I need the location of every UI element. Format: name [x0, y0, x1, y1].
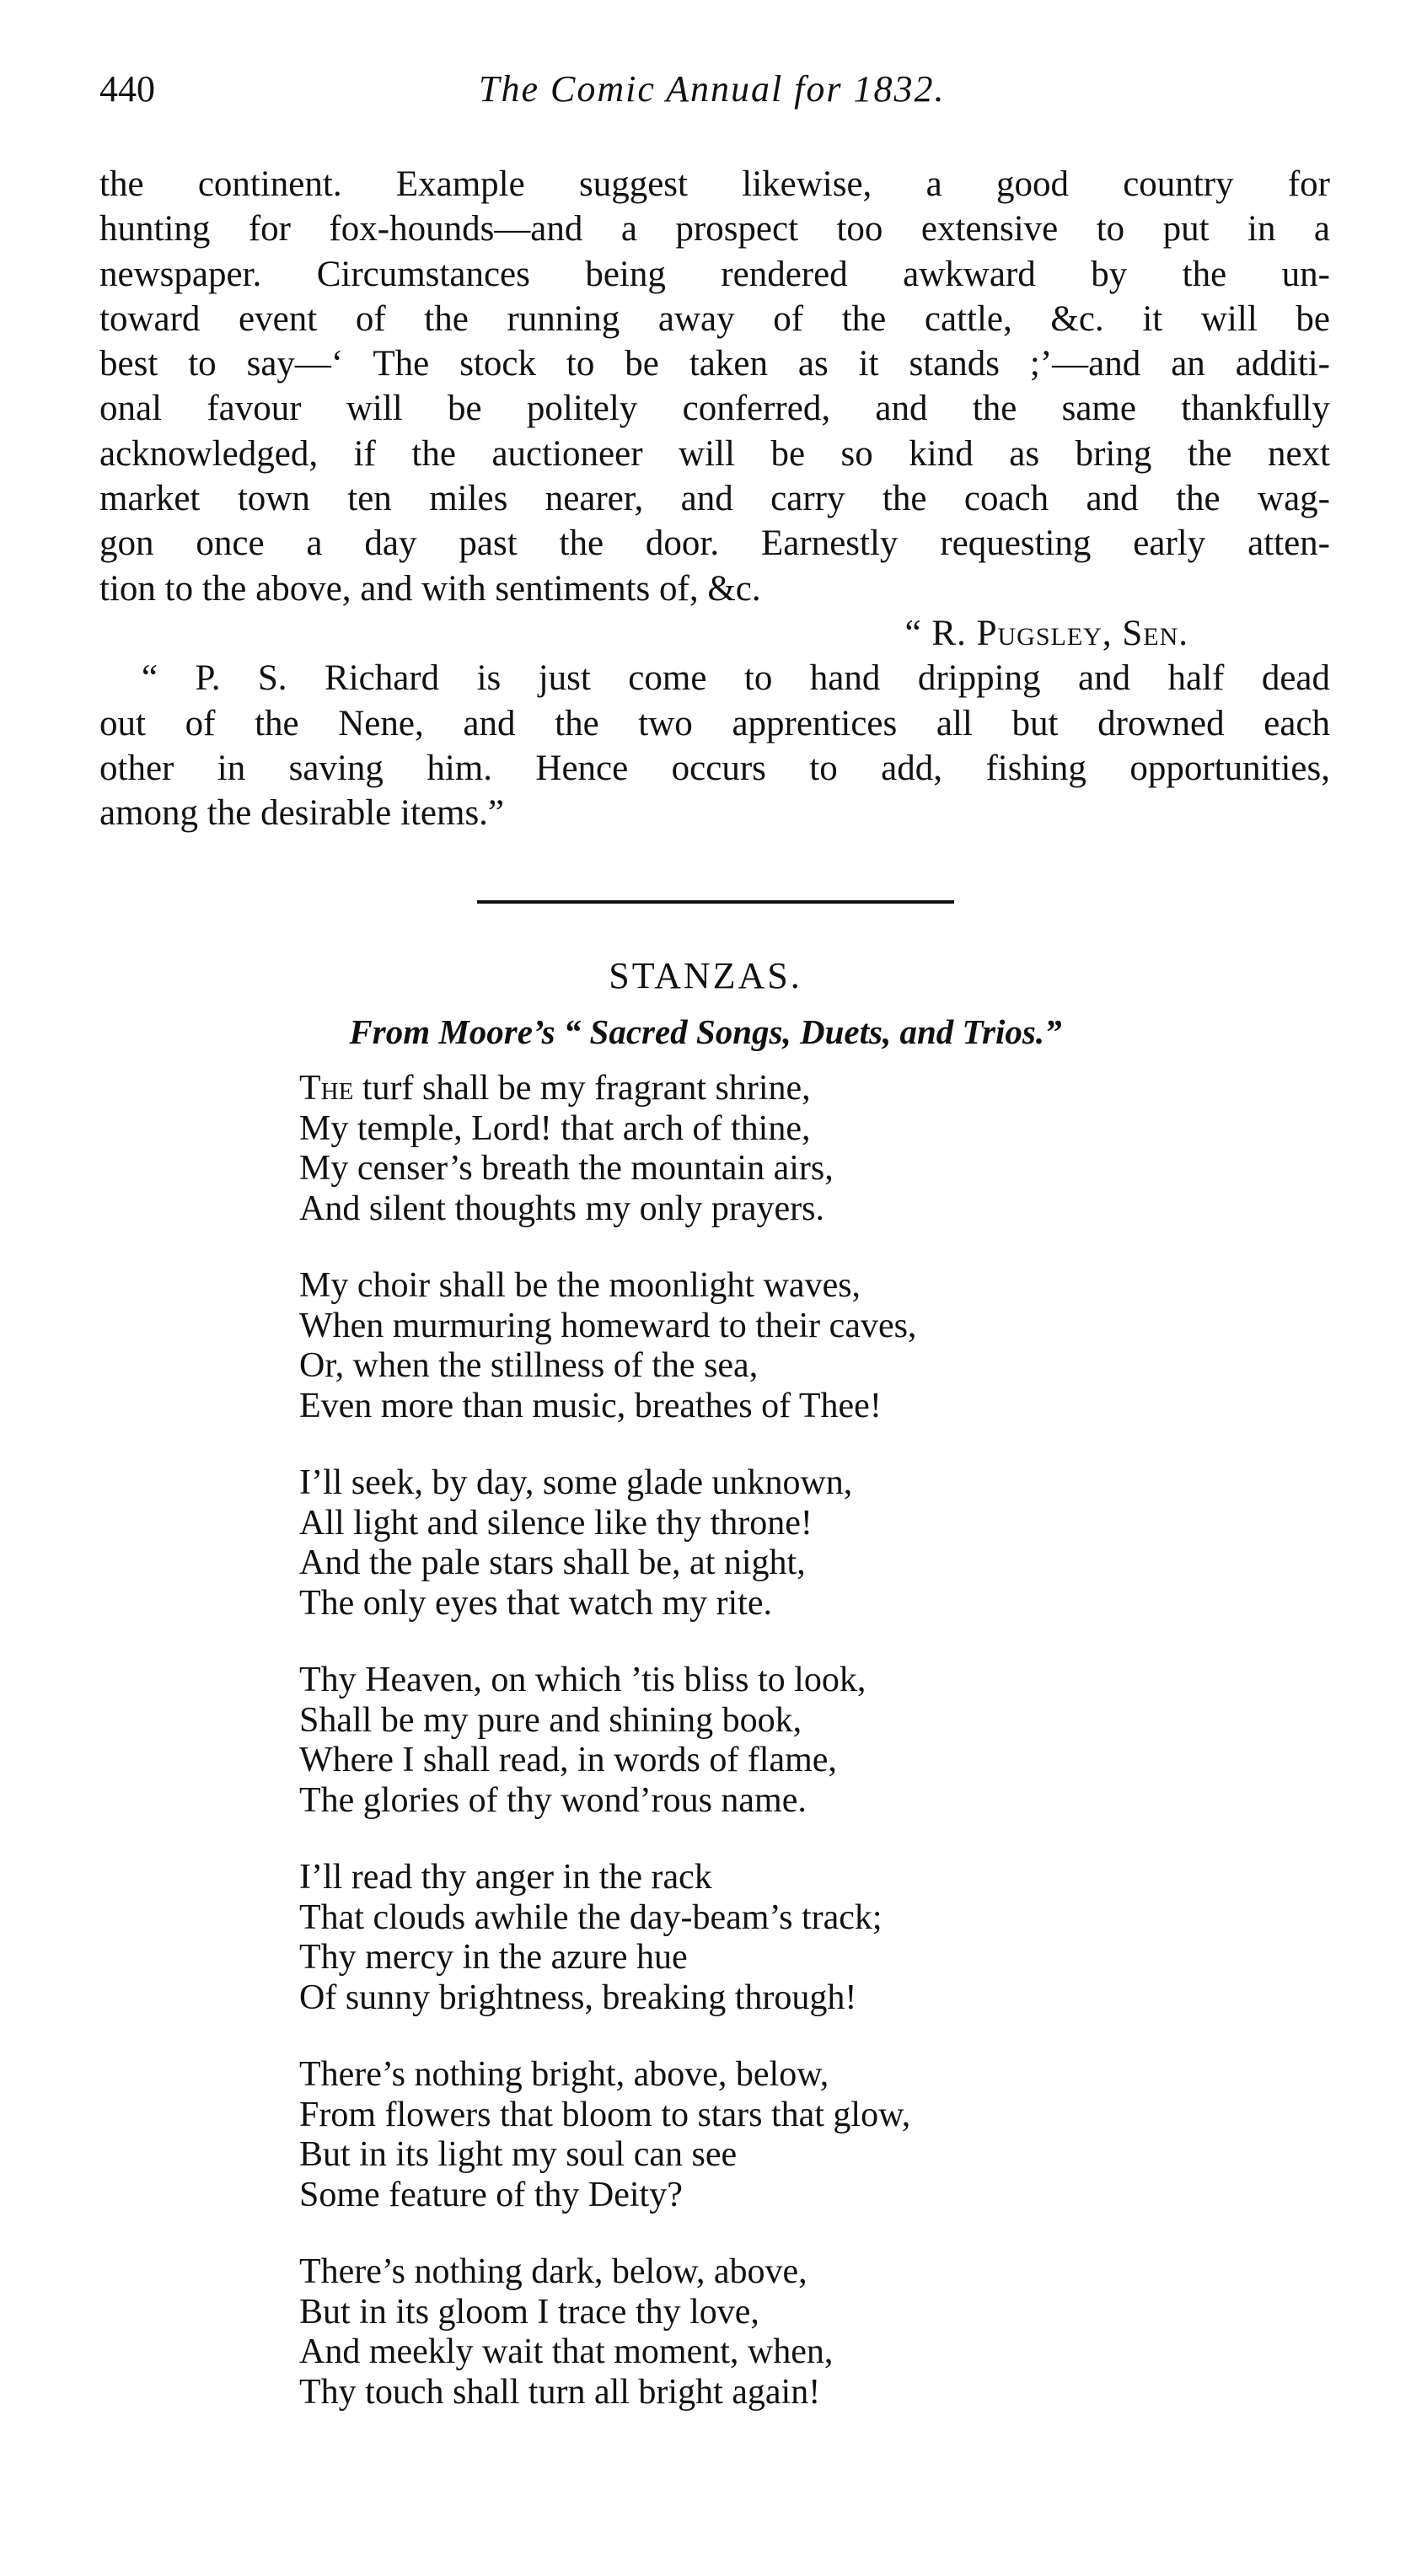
verse-line: From flowers that bloom to stars that glow, — [299, 2095, 911, 2134]
section-divider — [477, 900, 954, 904]
verse-line: Some feature of thy Deity? — [299, 2175, 683, 2214]
stanza — [299, 1661, 1142, 1821]
verse-line: But in its gloom I trace thy love, — [299, 2292, 759, 2332]
verse-line: Shall be my pure and shining book, — [299, 1700, 802, 1740]
verse-line: Where I shall read, in words of flame, — [299, 1741, 837, 1779]
stanza — [299, 2252, 1142, 2412]
running-title: The Comic Annual for 1832. — [479, 68, 946, 110]
verse-line: Thy mercy in the azure hue — [299, 1938, 688, 1977]
verse-line: But in its light my soul can see — [299, 2135, 738, 2174]
verse-line: And silent thoughts my only prayers. — [299, 1189, 824, 1228]
prose-line: newspaper. Circumstances being rendered awkward by the un- — [99, 254, 1330, 294]
stanza — [299, 2055, 1142, 2215]
prose-line: hunting for fox-hounds—and a prospect too extensive to put in a — [99, 209, 1330, 250]
stanza — [299, 1069, 1142, 1229]
verse-line: There’s nothing dark, below, above, — [299, 2252, 807, 2291]
verse-line: The glories of thy wond’rous name. — [299, 1780, 807, 1820]
verse-line: I’ll read thy anger in the rack — [299, 1858, 712, 1897]
verse-line: I’ll seek, by day, some glade unknown, — [299, 1463, 853, 1502]
verse-line: That clouds awhile the day-beam’s track; — [299, 1897, 883, 1937]
verse-line: The only eyes that watch my rite. — [299, 1583, 772, 1623]
verse-line: Thy touch shall turn all bright again! — [299, 2372, 821, 2412]
prose-line: tion to the above, and with sentiments of, &c. — [99, 568, 761, 609]
prose-line: toward event of the running away of the cattle, &c. it will be — [99, 298, 1330, 339]
postscript-line: other in saving him. Hence occurs to add, fishing opportunities, — [99, 748, 1330, 788]
page-number: 440 — [99, 68, 155, 110]
prose-line: the continent. Example suggest likewise, a good country for — [99, 164, 1330, 204]
page-header — [99, 67, 1043, 118]
verse-line: Or, when the stillness of the sea, — [299, 1346, 759, 1385]
stanza — [299, 1266, 1142, 1426]
verse-line: And meekly wait that moment, when, — [299, 2332, 834, 2371]
poem-title: STANZAS. — [609, 955, 802, 996]
first-word: The — [299, 1069, 354, 1108]
prose-line: market town ten miles nearer, and carry the coach and the wag- — [99, 479, 1330, 519]
stanza — [299, 1463, 1142, 1623]
prose-line: acknowledged, if the auctioneer will be so kind as bring the next — [99, 433, 1330, 474]
verse-line: My censer’s breath the mountain airs, — [299, 1149, 834, 1188]
verse-line: Even more than music, breathes of Thee! — [299, 1386, 882, 1425]
poem-subtitle: From Moore’s “ Sacred Songs, Duets, and Trios.” — [349, 1012, 1062, 1051]
prose-line: gon once a day past the door. Earnestly requesting early atten- — [99, 523, 1330, 564]
verse-line-text: turf shall be my fragrant shrine, — [353, 1069, 811, 1108]
verse-line: And the pale stars shall be, at night, — [299, 1543, 806, 1582]
verse-line: Of sunny brightness, breaking through! — [299, 1978, 857, 2017]
verse-line: My choir shall be the moonlight waves, — [299, 1266, 861, 1305]
poem-body — [299, 1069, 1142, 2450]
prose-line: onal favour will be politely conferred, and the same thankfully — [99, 389, 1330, 429]
verse-line: When murmuring homeward to their caves, — [299, 1306, 917, 1345]
verse-line: Thy Heaven, on which ’tis bliss to look, — [299, 1661, 866, 1699]
postscript-line: out of the Nene, and the two apprentices all but drowned each — [99, 703, 1330, 743]
verse-line: All light and silence like thy throne! — [299, 1503, 813, 1543]
verse-line: My temple, Lord! that arch of thine, — [299, 1108, 811, 1148]
postscript-line: “ P. S. Richard is just come to hand dripping and half dead — [142, 658, 1330, 699]
verse-line — [299, 1069, 1142, 1109]
prose-block — [99, 162, 1330, 835]
stanza — [299, 1858, 1142, 2018]
verse-line: There’s nothing bright, above, below, — [299, 2055, 829, 2094]
letter-signature: “ R. Pugsley, Sen. — [904, 613, 1188, 653]
prose-line: best to say—‘ The stock to be taken as it stands ;’—and an additi- — [99, 344, 1330, 384]
postscript-line: among the desirable items.” — [99, 793, 505, 834]
